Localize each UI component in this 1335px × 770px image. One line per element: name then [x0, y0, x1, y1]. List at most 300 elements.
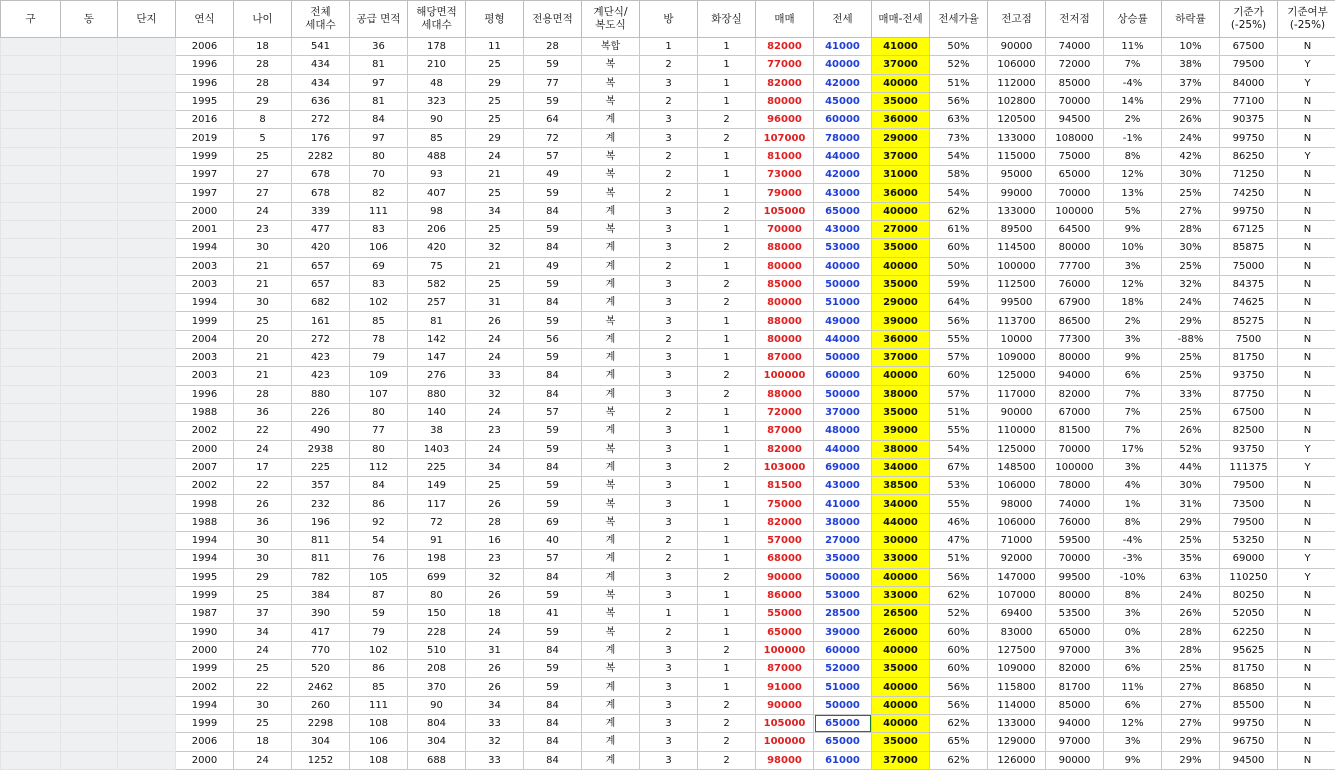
table-cell[interactable]: 82000 [756, 440, 814, 458]
table-cell[interactable]: 40000 [872, 568, 930, 586]
district-cell-redacted[interactable] [1, 696, 61, 714]
table-cell[interactable]: 3 [640, 660, 698, 678]
district-cell-redacted[interactable] [1, 202, 61, 220]
table-cell[interactable]: 92 [350, 513, 408, 531]
complex-cell-redacted[interactable] [118, 733, 176, 751]
table-cell[interactable]: 복합 [582, 38, 640, 56]
table-cell[interactable]: 5 [234, 129, 292, 147]
table-cell[interactable]: 60% [930, 660, 988, 678]
table-cell[interactable]: 1 [698, 166, 756, 184]
table-cell[interactable]: 39000 [872, 422, 930, 440]
table-cell[interactable]: 37 [234, 605, 292, 623]
table-cell[interactable]: 1 [698, 660, 756, 678]
table-cell[interactable]: 110250 [1220, 568, 1278, 586]
table-cell[interactable]: 272 [292, 111, 350, 129]
table-cell[interactable]: 1997 [176, 166, 234, 184]
table-cell[interactable]: 1994 [176, 532, 234, 550]
table-cell[interactable]: 25 [466, 275, 524, 293]
table-cell[interactable]: 43000 [814, 184, 872, 202]
dong-cell-redacted[interactable] [61, 239, 118, 257]
dong-cell-redacted[interactable] [61, 367, 118, 385]
table-cell[interactable]: 62% [930, 751, 988, 769]
table-cell[interactable]: 56% [930, 696, 988, 714]
table-cell[interactable]: 88000 [756, 239, 814, 257]
table-cell[interactable]: 52% [930, 56, 988, 74]
table-cell[interactable]: 53000 [814, 586, 872, 604]
table-cell[interactable]: 38000 [872, 385, 930, 403]
table-cell[interactable]: 75000 [1220, 257, 1278, 275]
table-cell[interactable]: 80 [350, 403, 408, 421]
table-cell[interactable]: 85275 [1220, 312, 1278, 330]
table-cell[interactable]: 226 [292, 403, 350, 421]
table-cell[interactable]: 86850 [1220, 678, 1278, 696]
table-cell[interactable]: N [1278, 166, 1335, 184]
complex-cell-redacted[interactable] [118, 660, 176, 678]
complex-cell-redacted[interactable] [118, 129, 176, 147]
table-cell[interactable]: 89500 [988, 220, 1046, 238]
table-cell[interactable]: 84 [524, 239, 582, 257]
table-cell[interactable]: 35000 [872, 92, 930, 110]
table-cell[interactable]: 40000 [872, 641, 930, 659]
column-header[interactable]: 동 [61, 1, 118, 38]
table-cell[interactable]: 1 [698, 257, 756, 275]
table-cell[interactable]: 65000 [814, 714, 872, 732]
table-cell[interactable]: 1995 [176, 92, 234, 110]
table-cell[interactable]: 84 [524, 696, 582, 714]
table-cell[interactable]: 8 [234, 111, 292, 129]
table-cell[interactable]: 계 [582, 257, 640, 275]
table-cell[interactable]: 32 [466, 385, 524, 403]
table-cell[interactable]: 28% [1162, 220, 1220, 238]
table-cell[interactable]: 48000 [814, 422, 872, 440]
table-cell[interactable]: N [1278, 367, 1335, 385]
table-cell[interactable]: 71250 [1220, 166, 1278, 184]
column-header[interactable]: 나이 [234, 1, 292, 38]
table-cell[interactable]: 24 [234, 202, 292, 220]
table-cell[interactable]: 40000 [872, 696, 930, 714]
table-cell[interactable]: 106 [350, 239, 408, 257]
table-cell[interactable]: N [1278, 714, 1335, 732]
table-cell[interactable]: 67125 [1220, 220, 1278, 238]
table-cell[interactable]: 83000 [988, 623, 1046, 641]
table-cell[interactable]: 3 [640, 367, 698, 385]
table-cell[interactable]: 59 [524, 422, 582, 440]
table-cell[interactable]: 24 [234, 641, 292, 659]
table-cell[interactable]: 17% [1104, 440, 1162, 458]
table-cell[interactable]: 4% [1104, 477, 1162, 495]
complex-cell-redacted[interactable] [118, 330, 176, 348]
table-cell[interactable]: 24 [466, 330, 524, 348]
table-cell[interactable]: 93750 [1220, 367, 1278, 385]
table-cell[interactable]: 1 [698, 495, 756, 513]
district-cell-redacted[interactable] [1, 403, 61, 421]
table-cell[interactable]: 29 [466, 74, 524, 92]
table-cell[interactable]: 37000 [872, 56, 930, 74]
table-cell[interactable]: 198 [408, 550, 466, 568]
table-cell[interactable]: 69 [524, 513, 582, 531]
table-cell[interactable]: 복 [582, 56, 640, 74]
table-cell[interactable]: 24 [234, 751, 292, 769]
table-cell[interactable]: 22 [234, 678, 292, 696]
table-cell[interactable]: 50000 [814, 275, 872, 293]
table-cell[interactable]: 120500 [988, 111, 1046, 129]
table-cell[interactable]: 2 [640, 184, 698, 202]
table-cell[interactable]: 계 [582, 111, 640, 129]
table-cell[interactable]: 81 [408, 312, 466, 330]
table-cell[interactable]: 86000 [756, 586, 814, 604]
table-cell[interactable]: 225 [292, 458, 350, 476]
table-cell[interactable]: 40000 [872, 74, 930, 92]
table-cell[interactable]: 107000 [988, 586, 1046, 604]
table-cell[interactable]: 125000 [988, 367, 1046, 385]
table-cell[interactable]: 61000 [814, 751, 872, 769]
table-cell[interactable]: 65000 [814, 733, 872, 751]
table-cell[interactable]: 60% [930, 623, 988, 641]
table-cell[interactable]: 2 [640, 92, 698, 110]
table-cell[interactable]: 26% [1162, 111, 1220, 129]
dong-cell-redacted[interactable] [61, 751, 118, 769]
column-header[interactable]: 전고점 [988, 1, 1046, 38]
table-cell[interactable]: 29000 [872, 129, 930, 147]
table-cell[interactable]: 복 [582, 312, 640, 330]
district-cell-redacted[interactable] [1, 550, 61, 568]
dong-cell-redacted[interactable] [61, 495, 118, 513]
table-cell[interactable]: 176 [292, 129, 350, 147]
table-cell[interactable]: 30% [1162, 239, 1220, 257]
table-cell[interactable]: 44000 [872, 513, 930, 531]
table-cell[interactable]: 33 [466, 367, 524, 385]
table-cell[interactable]: 44000 [814, 147, 872, 165]
table-cell[interactable]: 67500 [1220, 38, 1278, 56]
table-cell[interactable]: 74625 [1220, 294, 1278, 312]
complex-cell-redacted[interactable] [118, 147, 176, 165]
table-cell[interactable]: 84 [350, 111, 408, 129]
table-cell[interactable]: 1998 [176, 495, 234, 513]
table-cell[interactable]: 계 [582, 641, 640, 659]
column-header[interactable]: 전체 세대수 [292, 1, 350, 38]
table-cell[interactable]: 85875 [1220, 239, 1278, 257]
table-cell[interactable]: 225 [408, 458, 466, 476]
table-cell[interactable]: 82000 [1046, 660, 1104, 678]
table-cell[interactable]: 29 [466, 129, 524, 147]
table-cell[interactable]: 21 [234, 349, 292, 367]
table-cell[interactable]: 31 [466, 294, 524, 312]
district-cell-redacted[interactable] [1, 56, 61, 74]
table-cell[interactable]: 17 [234, 458, 292, 476]
district-cell-redacted[interactable] [1, 385, 61, 403]
table-cell[interactable]: 70000 [756, 220, 814, 238]
table-cell[interactable]: 59 [524, 349, 582, 367]
table-cell[interactable]: 81750 [1220, 349, 1278, 367]
table-cell[interactable]: 2000 [176, 751, 234, 769]
district-cell-redacted[interactable] [1, 641, 61, 659]
table-cell[interactable]: 99750 [1220, 129, 1278, 147]
table-cell[interactable]: 2003 [176, 367, 234, 385]
table-cell[interactable]: 88000 [756, 312, 814, 330]
table-cell[interactable]: 75000 [756, 495, 814, 513]
column-header[interactable]: 계단식/ 복도식 [582, 1, 640, 38]
column-header[interactable]: 단지 [118, 1, 176, 38]
table-cell[interactable]: 97000 [1046, 641, 1104, 659]
table-cell[interactable]: 11 [466, 38, 524, 56]
table-cell[interactable]: 27 [234, 184, 292, 202]
table-cell[interactable]: 90000 [756, 568, 814, 586]
table-cell[interactable]: 11% [1104, 38, 1162, 56]
table-cell[interactable]: 29 [234, 568, 292, 586]
table-cell[interactable]: 54% [930, 147, 988, 165]
table-cell[interactable]: 90000 [988, 38, 1046, 56]
table-cell[interactable]: 76 [350, 550, 408, 568]
table-cell[interactable]: 24 [466, 349, 524, 367]
table-cell[interactable]: 90375 [1220, 111, 1278, 129]
table-cell[interactable]: 114000 [988, 696, 1046, 714]
district-cell-redacted[interactable] [1, 733, 61, 751]
table-cell[interactable]: 206 [408, 220, 466, 238]
table-cell[interactable]: 276 [408, 367, 466, 385]
table-cell[interactable]: 8% [1104, 586, 1162, 604]
table-cell[interactable]: 40000 [872, 714, 930, 732]
table-cell[interactable]: 34 [234, 623, 292, 641]
table-cell[interactable]: N [1278, 312, 1335, 330]
table-cell[interactable]: 96000 [756, 111, 814, 129]
district-cell-redacted[interactable] [1, 568, 61, 586]
table-cell[interactable]: 86 [350, 660, 408, 678]
table-cell[interactable]: 38500 [872, 477, 930, 495]
dong-cell-redacted[interactable] [61, 696, 118, 714]
table-cell[interactable]: 1 [698, 403, 756, 421]
table-cell[interactable]: 78000 [1046, 477, 1104, 495]
table-cell[interactable]: 28% [1162, 623, 1220, 641]
complex-cell-redacted[interactable] [118, 678, 176, 696]
table-cell[interactable]: 2 [698, 733, 756, 751]
table-cell[interactable]: 3% [1104, 257, 1162, 275]
table-cell[interactable]: 434 [292, 56, 350, 74]
table-cell[interactable]: 77 [524, 74, 582, 92]
district-cell-redacted[interactable] [1, 678, 61, 696]
table-cell[interactable]: 81000 [756, 147, 814, 165]
table-cell[interactable]: 65% [930, 733, 988, 751]
table-cell[interactable]: 27% [1162, 202, 1220, 220]
table-cell[interactable]: 25% [1162, 660, 1220, 678]
table-cell[interactable]: 27% [1162, 696, 1220, 714]
table-cell[interactable]: 복 [582, 220, 640, 238]
table-cell[interactable]: 41000 [814, 495, 872, 513]
table-cell[interactable]: 42% [1162, 147, 1220, 165]
table-cell[interactable]: 76000 [1046, 513, 1104, 531]
table-cell[interactable]: 계 [582, 568, 640, 586]
table-cell[interactable]: 79500 [1220, 56, 1278, 74]
table-cell[interactable]: 1 [698, 74, 756, 92]
table-cell[interactable]: 60000 [814, 641, 872, 659]
table-cell[interactable]: 39000 [872, 312, 930, 330]
table-cell[interactable]: 46% [930, 513, 988, 531]
table-cell[interactable]: 77300 [1046, 330, 1104, 348]
table-cell[interactable]: 2 [698, 202, 756, 220]
table-cell[interactable]: 90 [408, 696, 466, 714]
table-cell[interactable]: 33% [1162, 385, 1220, 403]
table-cell[interactable]: 2 [640, 147, 698, 165]
table-cell[interactable]: 2 [698, 129, 756, 147]
table-cell[interactable]: 114500 [988, 239, 1046, 257]
table-cell[interactable]: 3% [1104, 458, 1162, 476]
table-cell[interactable]: 60% [930, 239, 988, 257]
table-cell[interactable]: 79000 [756, 184, 814, 202]
table-cell[interactable]: 100000 [756, 733, 814, 751]
dong-cell-redacted[interactable] [61, 403, 118, 421]
table-cell[interactable]: 계 [582, 367, 640, 385]
table-cell[interactable]: 56% [930, 92, 988, 110]
dong-cell-redacted[interactable] [61, 477, 118, 495]
table-cell[interactable]: 30 [234, 239, 292, 257]
dong-cell-redacted[interactable] [61, 440, 118, 458]
table-cell[interactable]: 1 [698, 330, 756, 348]
table-cell[interactable]: 3 [640, 422, 698, 440]
complex-cell-redacted[interactable] [118, 56, 176, 74]
table-cell[interactable]: N [1278, 294, 1335, 312]
table-cell[interactable]: 108 [350, 751, 408, 769]
table-cell[interactable]: 3 [640, 513, 698, 531]
table-cell[interactable]: 2 [698, 641, 756, 659]
table-cell[interactable]: 36 [234, 403, 292, 421]
complex-cell-redacted[interactable] [118, 111, 176, 129]
table-cell[interactable]: 30% [1162, 477, 1220, 495]
table-cell[interactable]: 40000 [872, 678, 930, 696]
table-cell[interactable]: 계 [582, 422, 640, 440]
table-cell[interactable]: 1 [698, 312, 756, 330]
table-cell[interactable]: 37000 [872, 349, 930, 367]
dong-cell-redacted[interactable] [61, 568, 118, 586]
table-cell[interactable]: 2016 [176, 111, 234, 129]
table-cell[interactable]: 56% [930, 312, 988, 330]
table-cell[interactable]: 37000 [872, 147, 930, 165]
dong-cell-redacted[interactable] [61, 129, 118, 147]
table-cell[interactable]: 18 [234, 733, 292, 751]
table-cell[interactable]: N [1278, 678, 1335, 696]
table-cell[interactable]: 140 [408, 403, 466, 421]
dong-cell-redacted[interactable] [61, 294, 118, 312]
district-cell-redacted[interactable] [1, 367, 61, 385]
complex-cell-redacted[interactable] [118, 696, 176, 714]
table-cell[interactable]: 133000 [988, 129, 1046, 147]
table-cell[interactable]: 107000 [756, 129, 814, 147]
table-cell[interactable]: 2001 [176, 220, 234, 238]
table-cell[interactable]: 52050 [1220, 605, 1278, 623]
table-cell[interactable]: 520 [292, 660, 350, 678]
table-cell[interactable]: 51000 [814, 294, 872, 312]
table-cell[interactable]: 2 [640, 330, 698, 348]
table-cell[interactable]: 35000 [872, 403, 930, 421]
dong-cell-redacted[interactable] [61, 733, 118, 751]
table-cell[interactable]: 106000 [988, 477, 1046, 495]
dong-cell-redacted[interactable] [61, 422, 118, 440]
table-cell[interactable]: 23 [234, 220, 292, 238]
table-cell[interactable]: 50% [930, 38, 988, 56]
dong-cell-redacted[interactable] [61, 586, 118, 604]
table-cell[interactable]: 178 [408, 38, 466, 56]
table-cell[interactable]: 80 [350, 147, 408, 165]
table-cell[interactable]: 55% [930, 495, 988, 513]
table-cell[interactable]: 51000 [814, 678, 872, 696]
table-cell[interactable]: 80000 [1046, 239, 1104, 257]
table-cell[interactable]: 51% [930, 74, 988, 92]
table-cell[interactable]: N [1278, 751, 1335, 769]
table-cell[interactable]: 64 [524, 111, 582, 129]
table-cell[interactable]: 108000 [1046, 129, 1104, 147]
table-cell[interactable]: 49000 [814, 312, 872, 330]
table-cell[interactable]: 111 [350, 696, 408, 714]
table-cell[interactable]: 688 [408, 751, 466, 769]
table-cell[interactable]: 125000 [988, 440, 1046, 458]
complex-cell-redacted[interactable] [118, 568, 176, 586]
table-cell[interactable]: 74000 [1046, 38, 1104, 56]
table-cell[interactable]: 434 [292, 74, 350, 92]
dong-cell-redacted[interactable] [61, 257, 118, 275]
district-cell-redacted[interactable] [1, 294, 61, 312]
table-cell[interactable]: 488 [408, 147, 466, 165]
table-cell[interactable]: 28500 [814, 605, 872, 623]
table-cell[interactable]: 126000 [988, 751, 1046, 769]
table-cell[interactable]: 26000 [872, 623, 930, 641]
table-cell[interactable]: 260 [292, 696, 350, 714]
table-cell[interactable]: 26 [234, 495, 292, 513]
complex-cell-redacted[interactable] [118, 92, 176, 110]
table-cell[interactable]: 90 [408, 111, 466, 129]
complex-cell-redacted[interactable] [118, 312, 176, 330]
district-cell-redacted[interactable] [1, 147, 61, 165]
table-cell[interactable]: 82000 [1046, 385, 1104, 403]
table-cell[interactable]: 30000 [872, 532, 930, 550]
table-cell[interactable]: 80250 [1220, 586, 1278, 604]
table-cell[interactable]: 2007 [176, 458, 234, 476]
table-cell[interactable]: 73000 [756, 166, 814, 184]
table-cell[interactable]: 811 [292, 550, 350, 568]
table-cell[interactable]: N [1278, 623, 1335, 641]
table-cell[interactable]: 68000 [756, 550, 814, 568]
table-cell[interactable]: 56% [930, 568, 988, 586]
district-cell-redacted[interactable] [1, 184, 61, 202]
table-cell[interactable]: 86 [350, 495, 408, 513]
table-cell[interactable]: 3 [640, 458, 698, 476]
dong-cell-redacted[interactable] [61, 550, 118, 568]
table-cell[interactable]: 82000 [756, 513, 814, 531]
table-cell[interactable]: 63% [930, 111, 988, 129]
table-cell[interactable]: 38% [1162, 56, 1220, 74]
table-cell[interactable]: 682 [292, 294, 350, 312]
table-cell[interactable]: 59 [524, 312, 582, 330]
table-cell[interactable]: 1995 [176, 568, 234, 586]
table-cell[interactable]: 2282 [292, 147, 350, 165]
table-cell[interactable]: 64500 [1046, 220, 1104, 238]
table-cell[interactable]: 23 [466, 422, 524, 440]
table-cell[interactable]: 25 [234, 714, 292, 732]
table-cell[interactable]: N [1278, 586, 1335, 604]
table-cell[interactable]: 811 [292, 532, 350, 550]
table-cell[interactable]: 100000 [1046, 458, 1104, 476]
table-cell[interactable]: -4% [1104, 74, 1162, 92]
table-cell[interactable]: 55% [930, 422, 988, 440]
table-cell[interactable]: 65000 [1046, 166, 1104, 184]
table-cell[interactable]: 25 [466, 184, 524, 202]
table-cell[interactable]: N [1278, 239, 1335, 257]
table-cell[interactable]: 84000 [1220, 74, 1278, 92]
column-header[interactable]: 전세 [814, 1, 872, 38]
table-cell[interactable]: 2006 [176, 733, 234, 751]
table-cell[interactable]: 99500 [988, 294, 1046, 312]
table-cell[interactable]: 52000 [814, 660, 872, 678]
table-cell[interactable]: 54 [350, 532, 408, 550]
table-cell[interactable]: 72 [524, 129, 582, 147]
table-cell[interactable]: 26% [1162, 422, 1220, 440]
